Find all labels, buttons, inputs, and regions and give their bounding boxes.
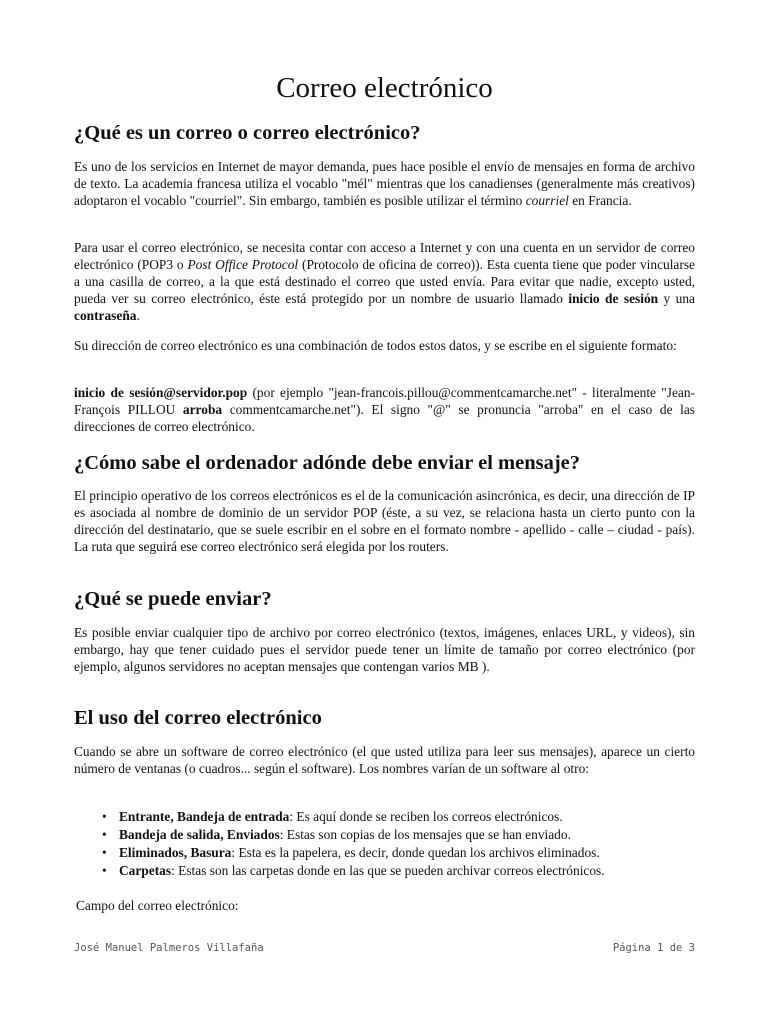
paragraph-uso-1: Cuando se abre un software de correo electrónico (el que usted utiliza para leer sus mensajes), aparece un cierto número de ventanas (o cuadros... según el software). Los nombres varían de un software al otro: [74,744,695,776]
list-item: • Entrante, Bandeja de entrada: Es aquí donde se reciben los correos electrónicos. [102,809,563,824]
paragraph-que-es-4: inicio de sesión@servidor.pop (por ejemplo "jean-francois.pillou@commentcamarche.net" - literalmente "Jean-François PILLOU arroba commentcamarche.net"). El signo "@" se pronuncia "arroba" en el caso de las direcciones de correo electrónico. [74,385,695,434]
bullet-icon: • [102,809,107,824]
bullet-icon: • [102,827,107,842]
footer-page-number: Página 1 de 3 [612,942,695,954]
list-item: • Eliminados, Basura: Esta es la papelera, es decir, donde quedan los archivos eliminados. [102,845,600,860]
list-item: • Bandeja de salida, Enviados: Estas son copias de los mensajes que se han enviado. [102,827,571,842]
paragraph-que-es-3: Su dirección de correo electrónico es una combinación de todos estos datos, y se escribe en el siguiente formato: [74,338,677,353]
footer-author: José Manuel Palmeros Villafaña [74,942,264,954]
paragraph-que-es-2: Para usar el correo electrónico, se necesita contar con acceso a Internet y con una cuenta en un servidor de correo electrónico (POP3 o Post Office Protocol (Protocolo de oficina de correo)). Esta cuenta tiene que poder vincularse a una casilla de correo, a la que está destinado el correo que usted envía. Para evitar que nadie, excepto usted, pueda ver su correo electrónico, éste está protegido por un nombre de usuario llamado inicio de sesión y una contraseña. [74,240,695,323]
document-title: Correo electrónico [276,72,493,104]
paragraph-como-sabe-1: El principio operativo de los correos electrónicos es el de la comunicación asincrónica, es decir, una dirección de IP es asociada al nombre de dominio de un servidor POP (éste, a su vez, se relaciona hasta un cierto punto con la dirección del destinatario, que se suele escribir en el sobre en el formato nombre - apellido - calle – ciudad - país). La ruta que seguirá ese correo electrónico será elegida por los routers. [74,488,695,554]
email-field-caption: Campo del correo electrónico: [76,898,239,913]
document-page [74,0,695,1024]
list-item: • Carpetas: Estas son las carpetas donde en las que se pueden archivar correos electrónicos. [102,863,605,878]
bullet-icon: • [102,845,107,860]
folder-list [74,808,695,880]
paragraph-que-enviar-1: Es posible enviar cualquier tipo de archivo por correo electrónico (textos, imágenes, enlaces URL, y videos), sin embargo, hay que tener cuidado pues el servidor puede tener un límite de tamaño por correo electrónico (por ejemplo, algunos servidores no aceptan mensajes que contengan varios MB ). [74,625,695,674]
section-heading-que-enviar: ¿Qué se puede enviar? [74,588,272,610]
bullet-icon: • [102,863,107,878]
paragraph-que-es-1: Es uno de los servicios en Internet de mayor demanda, pues hace posible el envío de mensajes en forma de archivo de texto. La academia francesa utiliza el vocablo "mél" mientras que los canadienses (generalmente más creativos) adoptaron el vocablo "courriel". Sin embargo, también es posible utilizar el término courriel en Francia. [74,159,695,208]
section-heading-uso: El uso del correo electrónico [74,707,322,729]
section-heading-que-es: ¿Qué es un correo o correo electrónico? [74,122,421,144]
page-footer [74,942,695,954]
section-heading-como-sabe: ¿Cómo sabe el ordenador adónde debe enviar el mensaje? [74,452,581,474]
